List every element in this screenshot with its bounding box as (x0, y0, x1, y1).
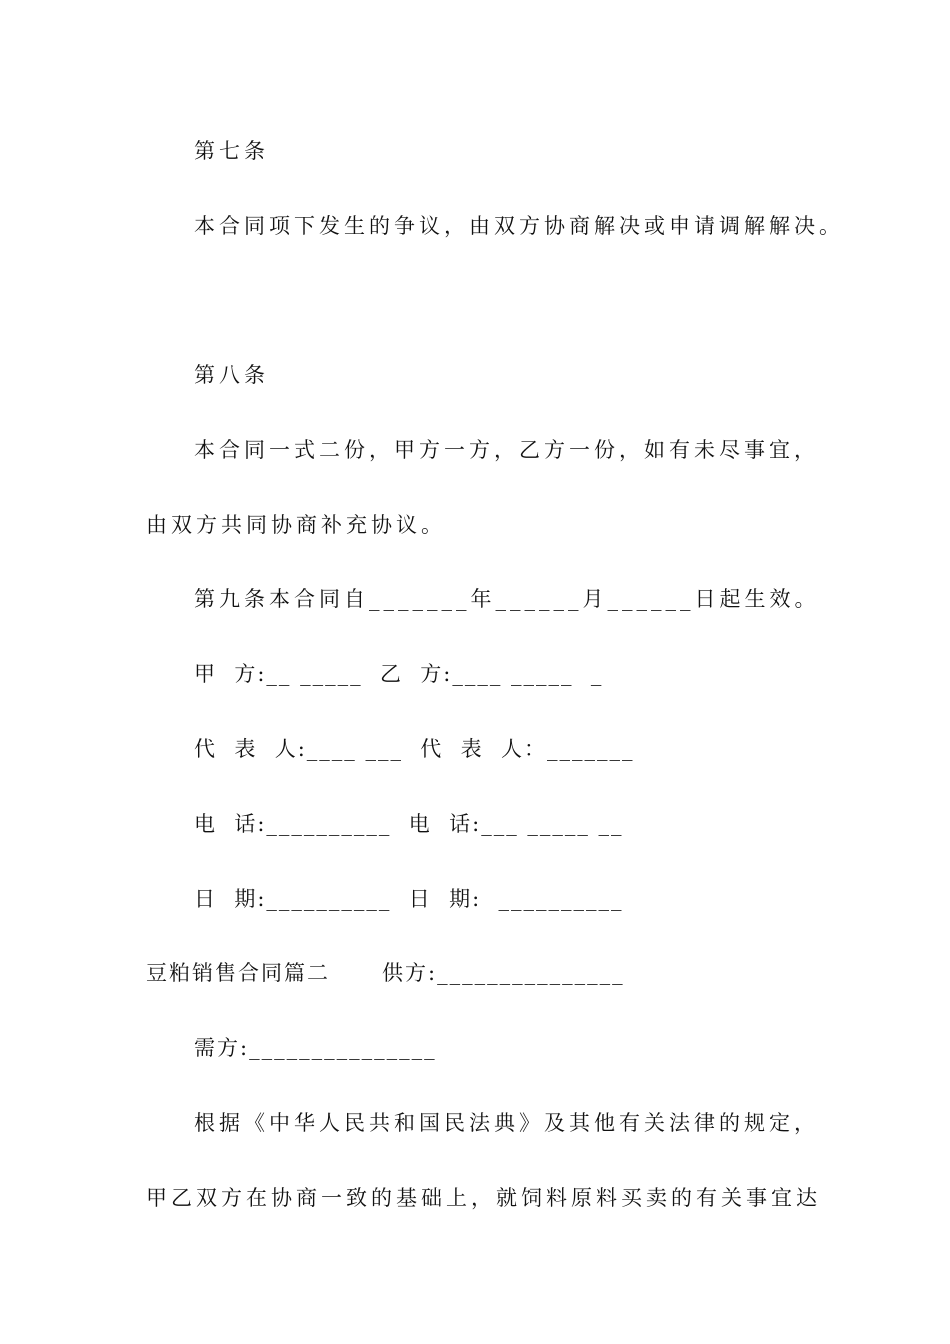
signature-representative-line: 代 表 人:____ ___ 代 表 人：_______ (194, 737, 635, 761)
article7-text: 本合同项下发生的争议，由双方协商解决或申请调解解决。 (194, 214, 844, 238)
section2-title-supplier: 豆粕销售合同篇二 供方:_______________ (146, 961, 625, 985)
article8-text-line2: 由双方共同协商补充协议。 (146, 513, 446, 537)
buyer-line: 需方:_______________ (194, 1036, 437, 1060)
intro-line1: 根据《中华人民共和国民法典》及其他有关法律的规定， (194, 1111, 819, 1135)
signature-phone-line: 电 话:__________ 电 话:___ _____ __ (194, 812, 624, 836)
intro-line2: 甲乙双方在协商一致的基础上，就饲料原料买卖的有关事宜达 (146, 1186, 821, 1210)
article8-text-line1: 本合同一式二份，甲方一方，乙方一份，如有未尽事宜， (194, 438, 819, 462)
article7-heading: 第七条 (194, 139, 269, 163)
article8-heading: 第八条 (194, 363, 269, 387)
signature-party-line: 甲 方:__ _____ 乙 方:____ _____ _ (194, 662, 604, 686)
signature-date-line: 日 期:__________ 日 期: __________ (194, 887, 624, 911)
article9-text: 第九条本合同自_______年______月______日起生效。 (194, 587, 820, 611)
